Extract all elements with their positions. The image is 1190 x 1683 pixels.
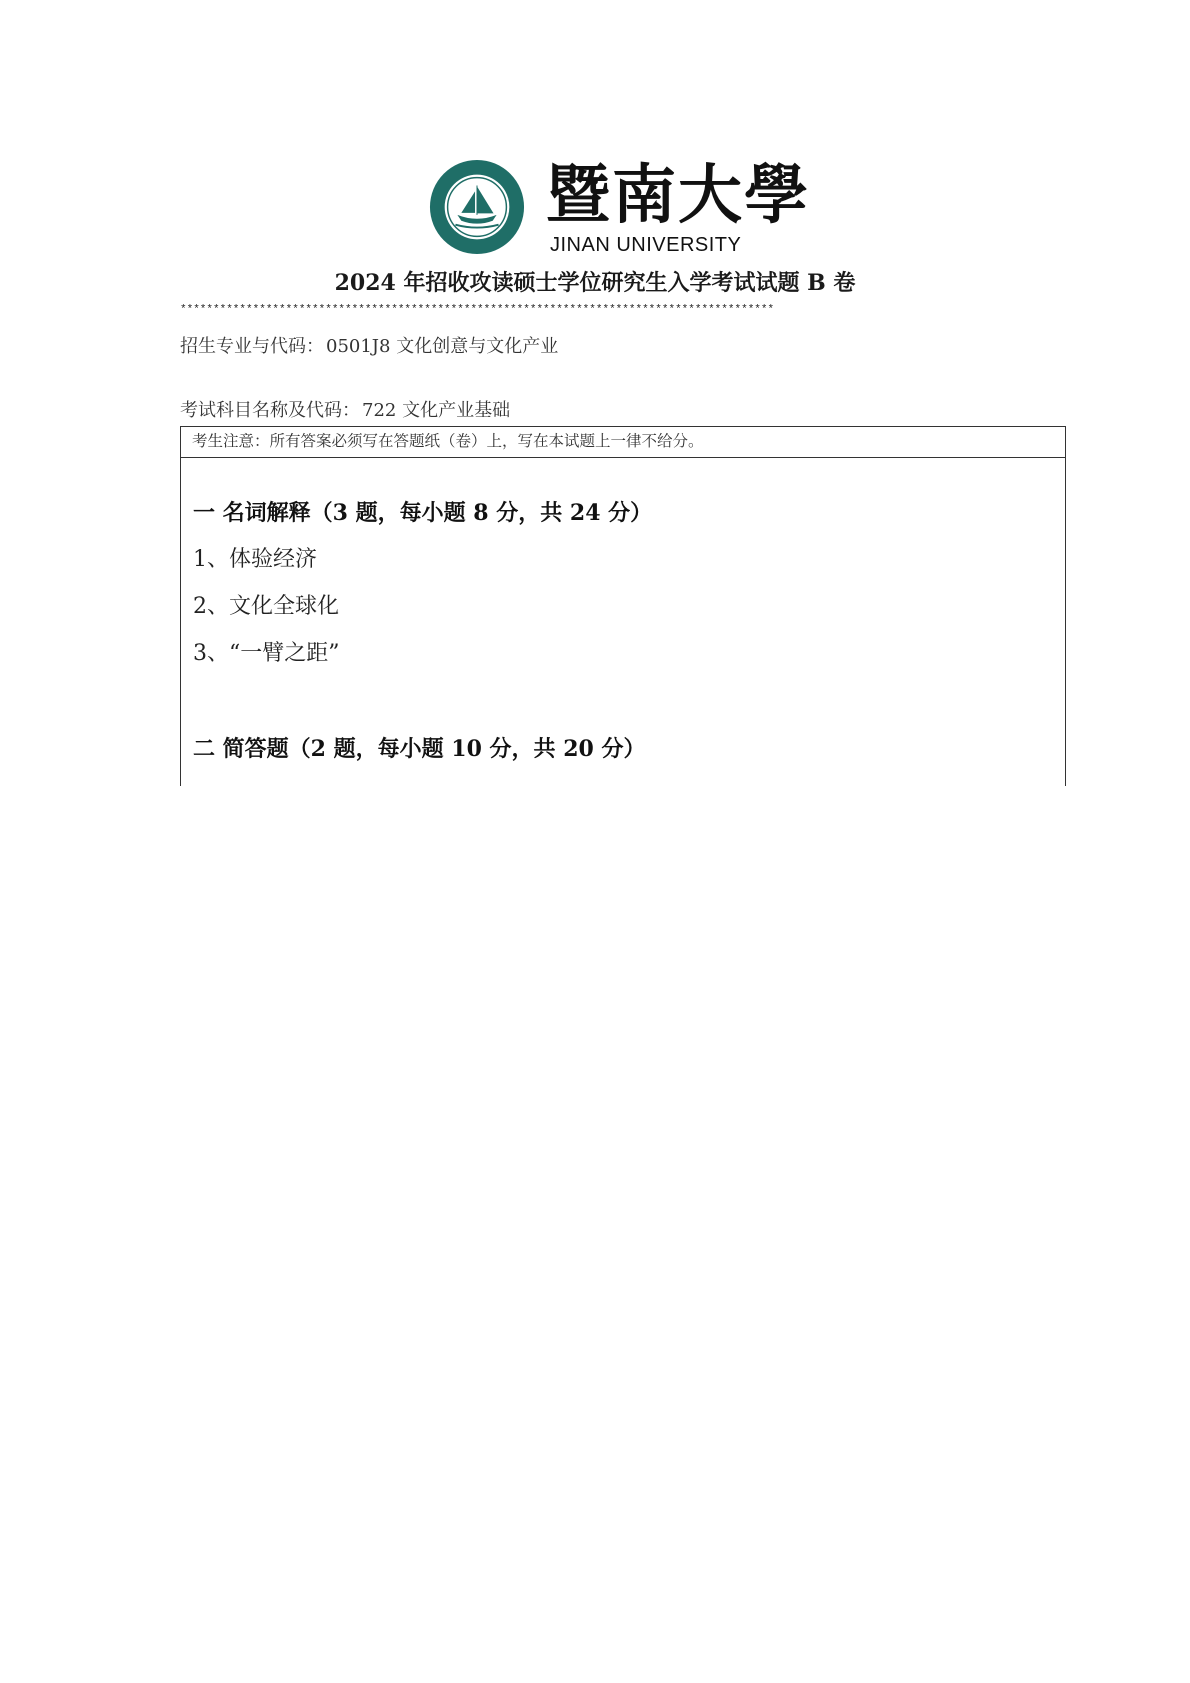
section-heading-terms: 一 名词解释（3 题，每小题 8 分，共 24 分） bbox=[193, 500, 653, 526]
exam-title: 2024 年招收攻读硕士学位研究生入学考试试题 B 卷 bbox=[334, 270, 856, 296]
section-heading-short-answer: 二 简答题（2 题，每小题 10 分，共 20 分） bbox=[193, 736, 646, 762]
question-item: 1、体验经济 bbox=[193, 547, 317, 572]
subject-value: 722 文化产业基础 bbox=[362, 400, 511, 421]
notice-box: 考生注意：所有答案必须写在答题纸（卷）上，写在本试题上一律不给分。 bbox=[180, 426, 1066, 458]
question-area bbox=[180, 456, 1066, 786]
university-seal-icon bbox=[428, 158, 526, 256]
subject-label: 考试科目名称及代码： bbox=[180, 400, 360, 421]
major-label: 招生专业与代码： bbox=[180, 336, 324, 357]
major-line bbox=[180, 334, 558, 360]
logo-english-name: JINAN UNIVERSITY bbox=[550, 234, 742, 256]
question-item: 2、文化全球化 bbox=[193, 594, 339, 619]
university-logo bbox=[428, 158, 810, 258]
question-item: 3、“一臂之距” bbox=[193, 641, 340, 666]
logo-chinese-name: 暨南大學 bbox=[546, 158, 810, 233]
major-value: 0501J8 文化创意与文化产业 bbox=[326, 336, 559, 357]
star-divider: ****************************************************************************************** bbox=[180, 304, 775, 316]
subject-line bbox=[180, 398, 510, 424]
